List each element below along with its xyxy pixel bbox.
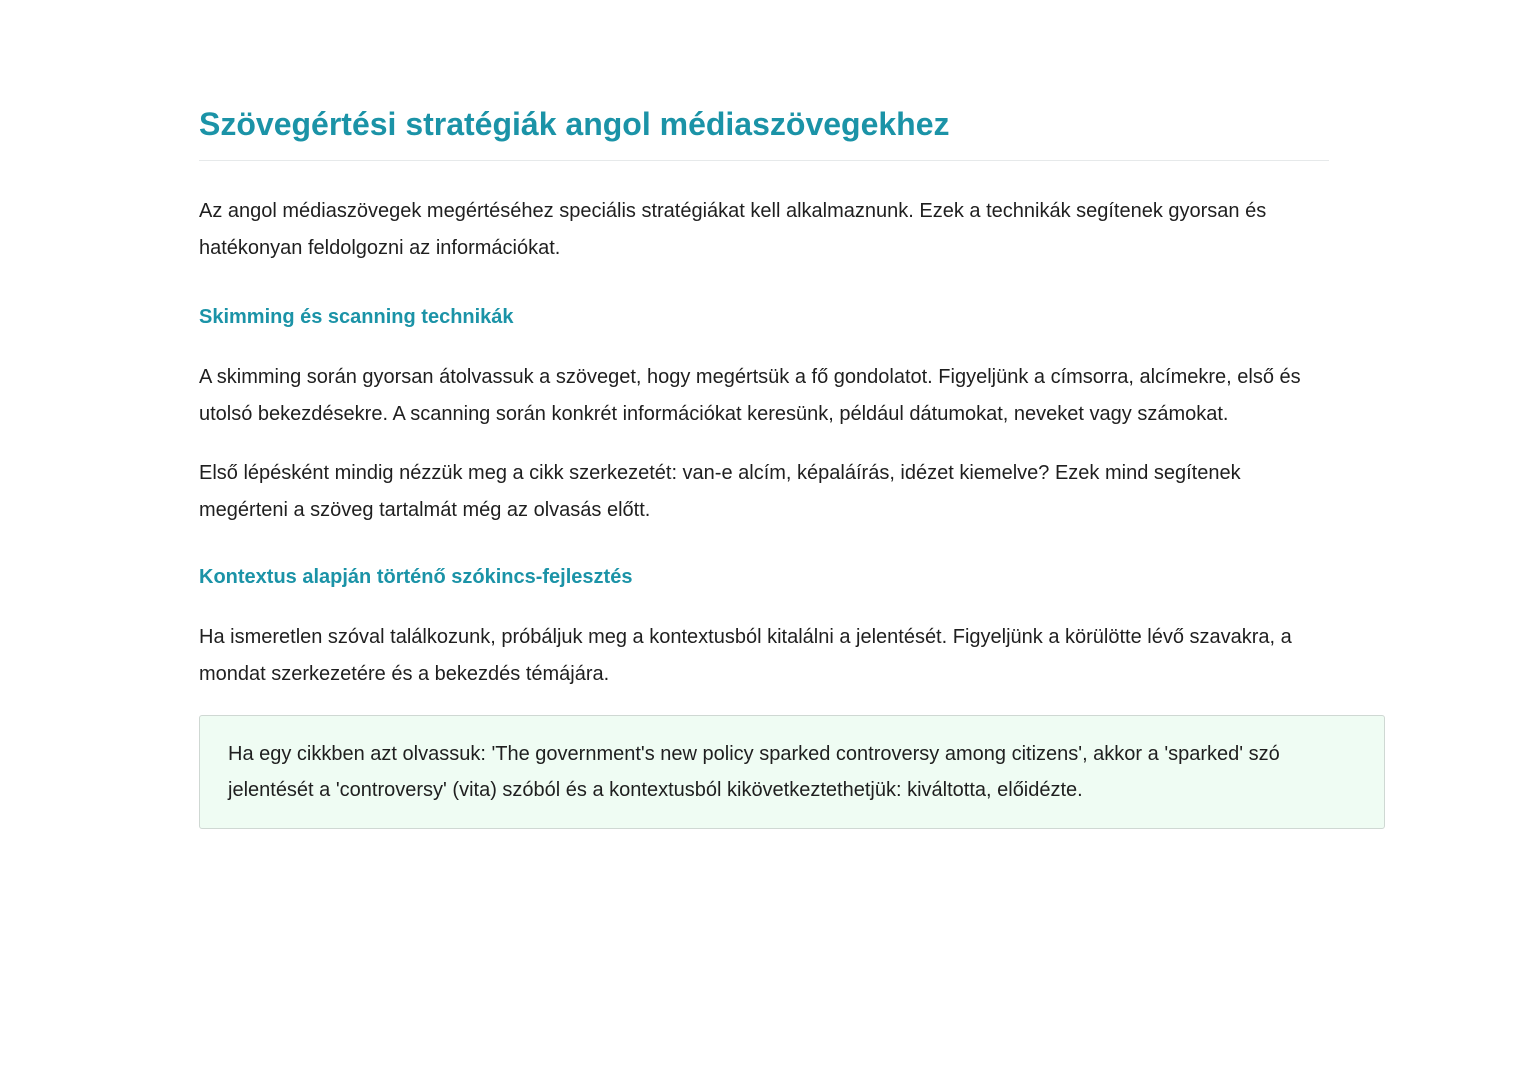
page-title: Szövegértési stratégiák angol médiaszövegekhez [199, 100, 1329, 161]
section-paragraph: A skimming során gyorsan átolvassuk a szöveget, hogy megértsük a fő gondolatot. Figyeljünk a címsorra, alcímekre, első és utolsó bekezdésekre. A scanning során konkrét információkat keresünk, például dátumokat, neveket vagy számokat. [199, 366, 1301, 425]
section-heading: Kontextus alapján történő szókincs-fejlesztés [199, 566, 633, 588]
section-paragraph: Ha ismeretlen szóval találkozunk, próbáljuk meg a kontextusból kitalálni a jelentését. Figyeljünk a körülötte lévő szavakra, a mondat szerkezetére és a bekezdés témájára. [199, 626, 1292, 685]
intro-paragraph: Az angol médiaszövegek megértéséhez speciális stratégiákat kell alkalmaznunk. Ezek a technikák segítenek gyorsan és hatékonyan feldolgozni az információkat. [199, 200, 1267, 259]
section-paragraph: Első lépésként mindig nézzük meg a cikk szerkezetét: van-e alcím, képaláírás, idézet kiemelve? Ezek mind segítenek megérteni a szöveg tartalmát még az olvasás előtt. [199, 462, 1241, 521]
section-context-vocabulary [199, 563, 1385, 829]
example-text: Ha egy cikkben azt olvassuk: 'The government's new policy sparked controversy among citizens', akkor a 'sparked' szó jelentését a 'controversy' (vita) szóból és a kontextusból kikövetkeztethetjük: kiváltotta, előidézte. [228, 743, 1280, 801]
example-box [199, 715, 1385, 829]
section-heading: Skimming és scanning technikák [199, 306, 514, 328]
section-skimming-scanning [199, 303, 1385, 529]
document-content [199, 100, 1385, 829]
